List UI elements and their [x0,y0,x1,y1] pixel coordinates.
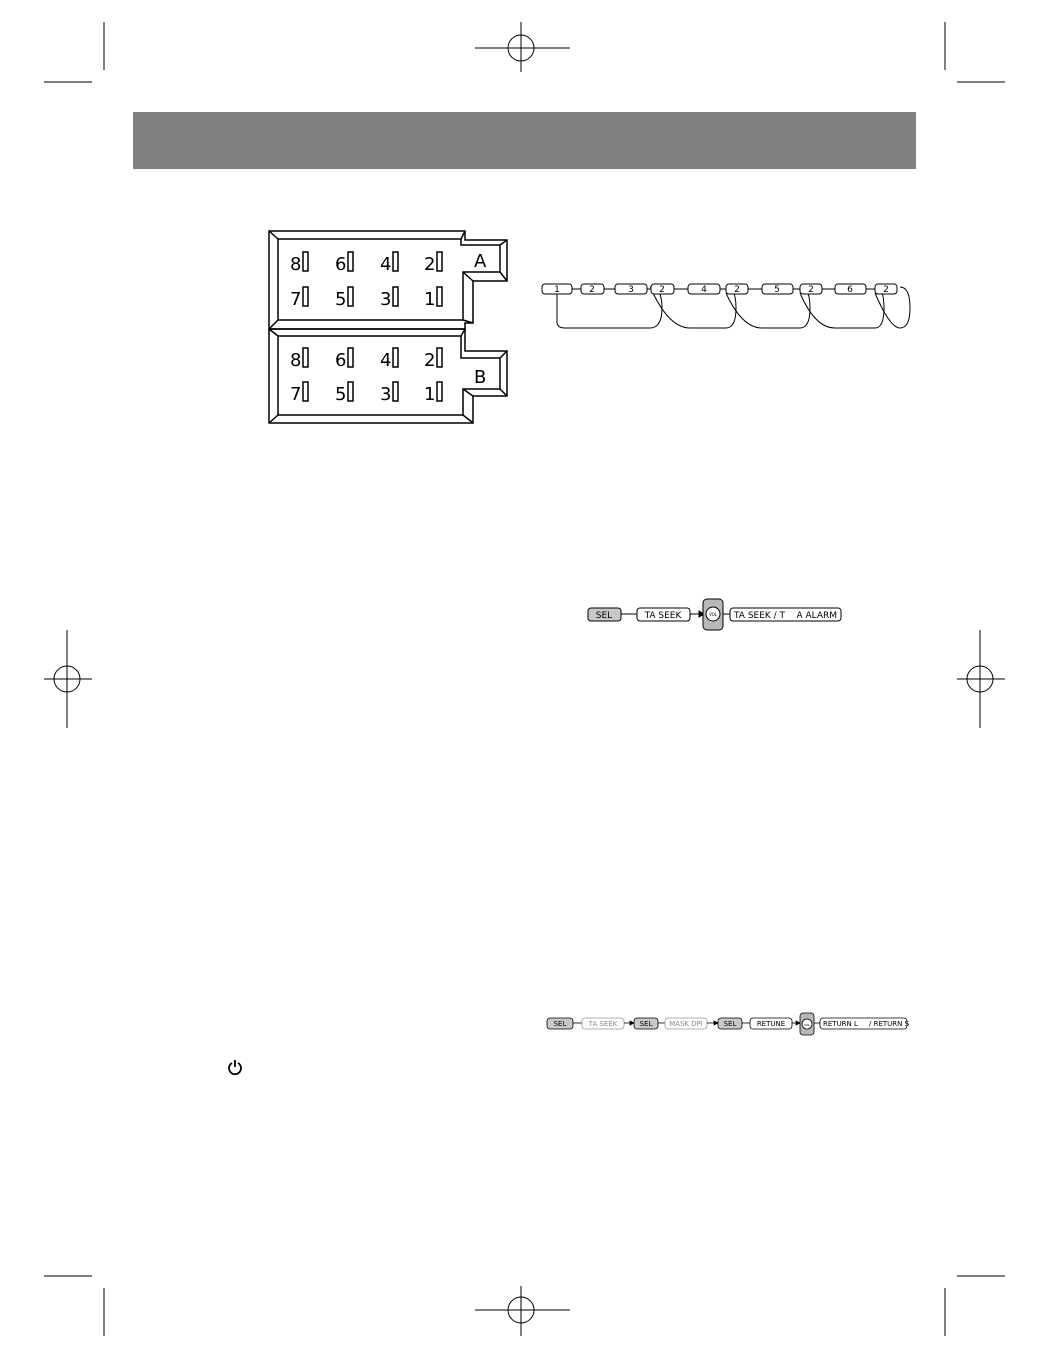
ta-seek-menu-label: TA SEEK [588,1020,618,1028]
preset-box: 6 [847,285,853,295]
pin-b-5: 5 [335,384,347,405]
retune-label: RETUNE [756,1020,786,1028]
sel-button-1: SEL [553,1020,567,1028]
block-b-label: B [474,367,487,388]
preset-box: 2 [659,285,665,295]
pin-a-5: 5 [335,289,347,310]
pin-a-4: 4 [380,254,392,275]
connector-diagram [260,225,520,430]
pin-a-3: 3 [380,289,392,310]
mask-dpi-label: MASK DPI [669,1020,703,1028]
preset-box: 2 [734,285,740,295]
pin-b-7: 7 [290,384,302,405]
sel-button-3: SEL [723,1020,737,1028]
preset-box: 2 [589,285,595,295]
sel-button-2: SEL [639,1020,653,1028]
sel-button-label: SEL [595,611,613,621]
pin-b-4: 4 [380,350,392,371]
vol-icon: VOL [803,1023,811,1027]
pin-a-6: 6 [335,254,347,275]
pin-b-6: 6 [335,350,347,371]
preset-box: 3 [628,285,634,295]
pin-b-1: 1 [424,384,436,405]
ta-seek-result-label: TA SEEK / T A ALARM [734,611,838,621]
pin-b-2: 2 [424,350,436,371]
pin-a-8: 8 [290,254,302,275]
pin-a-7: 7 [290,289,302,310]
vol-icon: VOL [708,612,718,617]
power-icon [227,1059,243,1075]
return-result-label: RETURN L / RETURN S [823,1020,910,1028]
preset-box: 2 [808,285,814,295]
preset-box: 2 [883,285,889,295]
header-bar [133,112,916,169]
preset-box: 5 [774,285,780,295]
pin-a-1: 1 [424,289,436,310]
pin-a-2: 2 [424,254,436,275]
preset-box: 4 [701,285,707,295]
block-a-label: A [474,251,487,272]
pin-b-3: 3 [380,384,392,405]
preset-cycle-diagram [530,278,925,333]
pin-b-8: 8 [290,350,302,371]
ta-seek-flow [585,598,845,632]
preset-box: 1 [554,285,560,295]
ta-seek-label: TA SEEK [644,611,682,621]
menu-flow [544,1012,914,1036]
